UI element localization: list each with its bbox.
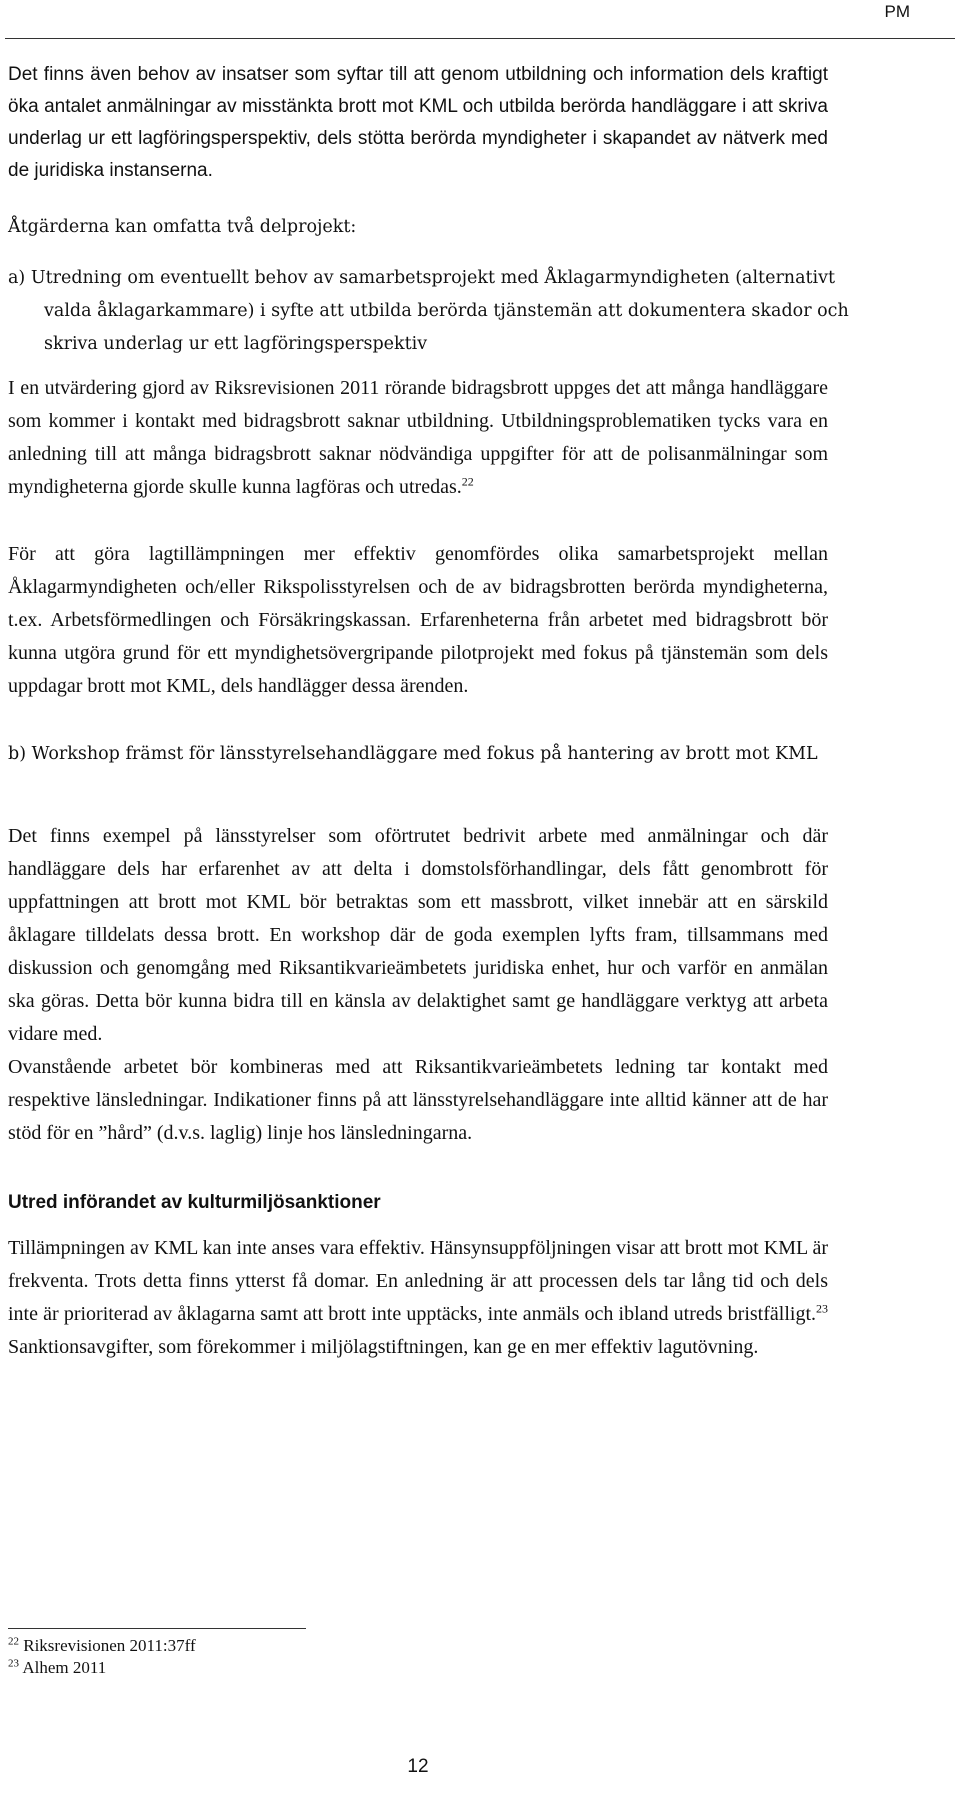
page-number: 12	[407, 1756, 429, 1777]
paragraph-subprojects-intro: Åtgärderna kan omfatta två delprojekt:	[8, 217, 357, 237]
paragraph-riksrevisionen-text: I en utvärdering gjord av Riksrevisionen 2011 rörande bidragsbrott uppges det att många handläggare som kommer i kontakt med bidragsbrott saknar utbildning. Utbildningsproblematiken tycks vara en anledning till att många bidragsbrott saknar nödvändiga uppgifter för att de polisanmälningar som myndigheterna gjorde skulle kunna lagföras och utredas.	[8, 377, 828, 498]
footnote-text: Alhem 2011	[22, 1658, 107, 1677]
paragraph-tillampning	[8, 1232, 828, 1364]
paragraph-riksrevisionen	[8, 372, 828, 504]
footnote-ref-22: 22	[461, 474, 474, 489]
list-item-b: b) Workshop främst för länsstyrelsehandläggare med fokus på hantering av brott mot KML	[8, 744, 818, 764]
paragraph-intro: Det finns även behov av insatser som syftar till att genom utbildning och information dels kraftigt öka antalet anmälningar av misstänkta brott mot KML och utbilda berörda handläggare i att skriva underlag ur ett lagföringsperspektiv, dels stötta berörda myndigheter i skapandet av nätverk med de juridiska instanserna.	[8, 64, 828, 181]
section-heading: Utred införandet av kulturmiljösanktioner	[8, 1192, 381, 1213]
footnote-text: Riksrevisionen 2011:37ff	[23, 1636, 196, 1655]
header-rule	[5, 38, 955, 39]
paragraph-tillampning-text-end: Sanktionsavgifter, som förekommer i miljölagstiftningen, kan ge en mer effektiv lagutövning.	[8, 1336, 759, 1358]
footnote	[8, 1657, 106, 1679]
footnote-rule	[8, 1628, 306, 1629]
footnote	[8, 1635, 196, 1657]
header-label: PM	[884, 2, 910, 21]
footnote-number: 22	[8, 1635, 19, 1648]
paragraph-samarbetsprojekt: För att göra lagtillämpningen mer effektiv genomfördes olika samarbetsprojekt mellan Åklagarmyndigheten och/eller Rikspolisstyrelsen och de av bidragsbrotten berörda myndigheterna, t.ex. Arbetsförmedlingen och Försäkringskassan. Erfarenheterna från arbetet med bidragsbrott bör kunna utgöra grund för ett myndighetsövergripande pilotprojekt med fokus på tjänstemän som dels uppdagar brott mot KML, dels handlägger dessa ärenden.	[8, 543, 828, 697]
footnote-ref-23: 23	[816, 1301, 828, 1316]
paragraph-ledning: Ovanstående arbetet bör kombineras med att Riksantikvarieämbetets ledning tar kontakt med respektive länsledningar. Indikationer finns på att länsstyrelsehandläggare inte alltid känner att de har stöd för en ”hård” (d.v.s. laglig) linje hos länsledningarna.	[8, 1056, 828, 1144]
paragraph-workshop: Det finns exempel på länsstyrelser som oförtrutet bedrivit arbete med anmälningar och där handläggare dels har erfarenhet av att delta i domstolsförhandlingar, dels fått genombrott för uppfattningen att brott mot KML bör betraktas som ett massbrott, vilket innebär att en särskild åklagare tilldelats dessa brott. En workshop där de goda exemplen lyfts fram, tillsammans med diskussion och genomgång med Riksantikvarieämbetets juridiska enhet, hur och varför en anmälan ska göras. Detta bör kunna bidra till en känsla av delaktighet samt ge handläggare verktyg att arbeta vidare med.	[8, 825, 828, 1045]
paragraph-tillampning-text: Tillämpningen av KML kan inte anses vara effektiv. Hänsynsuppföljningen visar att brott mot KML är frekventa. Trots detta finns ytterst få domar. En anledning är att processen dels tar lång tid och dels inte är prioriterad av åklagarna samt att brott inte upptäcks, inte anmäls och ibland utreds bristfälligt.	[8, 1237, 828, 1325]
list-item-a: a) Utredning om eventuellt behov av samarbetsprojekt med Åklagarmyndigheten (alternativt valda åklagarkammare) i syfte att utbilda berörda tjänstemän att dokumentera skador och skriva underlag ur ett lagföringsperspektiv	[8, 268, 849, 354]
footnote-number: 23	[8, 1657, 19, 1670]
